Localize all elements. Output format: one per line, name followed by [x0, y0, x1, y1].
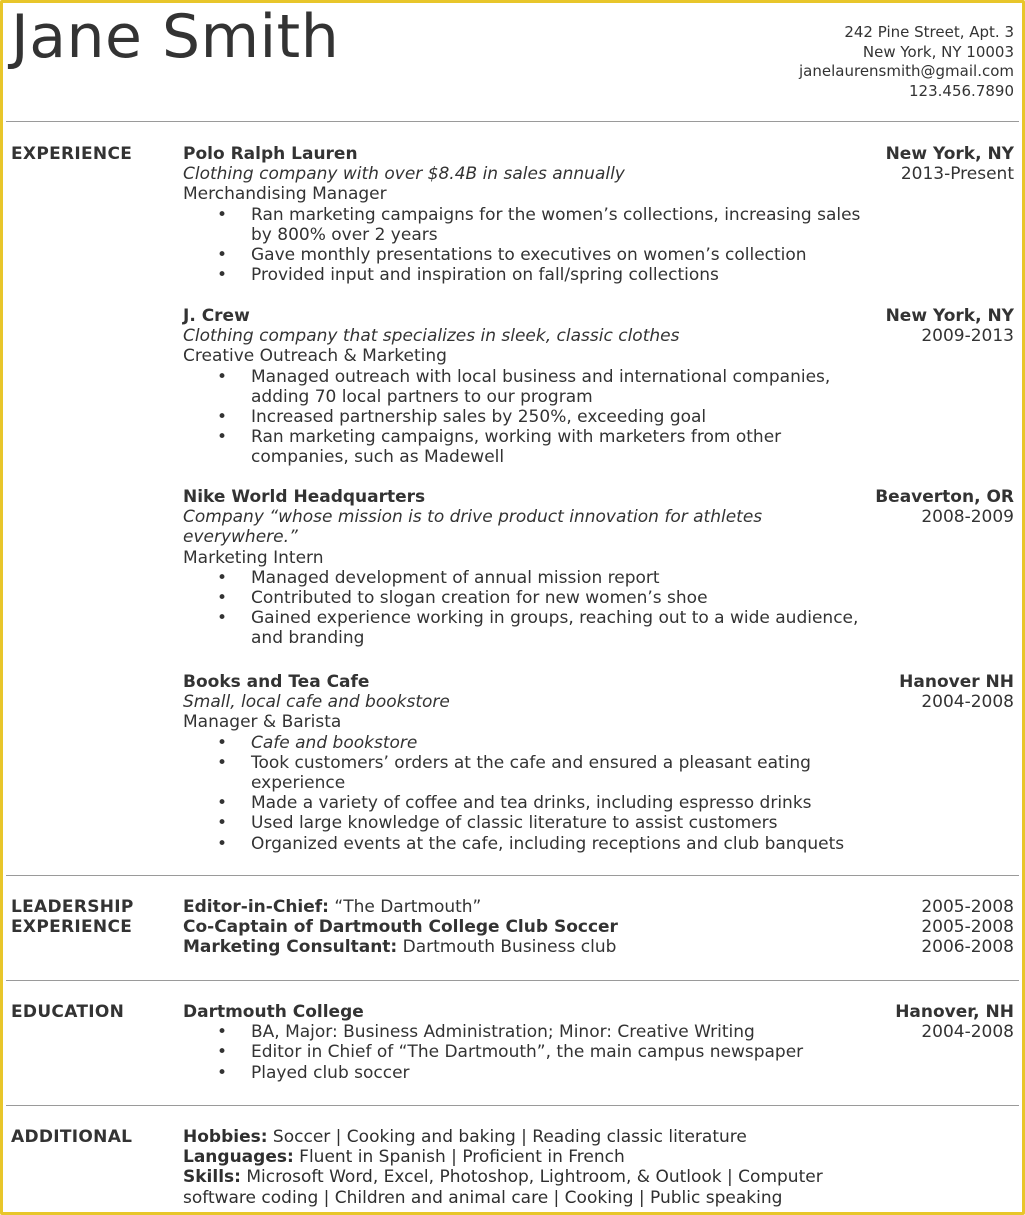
job-title: Manager & Barista [183, 712, 342, 733]
section-label-line: EXPERIENCE [11, 917, 133, 937]
leadership-dates: 2005-2008 [921, 917, 1014, 938]
phone-number: 123.456.7890 [909, 81, 1014, 100]
job-dates: 2004-2008 [921, 692, 1014, 713]
leadership-role: Co-Captain of Dartmouth College Club Soccer [183, 917, 618, 938]
job-description: Clothing company with over $8.4B in sales annually [183, 164, 625, 185]
leadership-detail: “The Dartmouth” [328, 897, 482, 917]
job-company: Polo Ralph Lauren [183, 144, 358, 164]
skills-line [183, 1167, 842, 1207]
job-dates: 2013-Present [900, 164, 1014, 185]
job-dates: 2009-2013 [921, 326, 1014, 347]
list-item: • Managed outreach with local business and international companies, adding 70 local partners to our program [183, 367, 1014, 407]
leadership-list [183, 897, 1014, 958]
leadership-detail: Dartmouth Business club [397, 937, 617, 958]
skills-text: Microsoft Word, Excel, Photoshop, Lightroom, & Outlook | Computer software coding | Children and animal care | Cooking | Public speaking [183, 1167, 823, 1208]
list-item: • Made a variety of coffee and tea drinks, including espresso drinks [183, 793, 1014, 813]
section-label-experience: EXPERIENCE [11, 144, 133, 164]
list-item: • Managed development of annual mission report [183, 568, 1014, 588]
hobbies-text: Soccer | Cooking and baking | Reading classic literature [267, 1127, 747, 1147]
school-dates: 2004-2008 [921, 1022, 1014, 1043]
skills-label: Skills: [183, 1167, 241, 1188]
leadership-dates: 2006-2008 [921, 937, 1014, 958]
job-location: Beaverton, OR [875, 487, 1014, 507]
list-item: • Editor in Chief of “The Dartmouth”, the main campus newspaper [183, 1042, 1014, 1062]
leadership-dates: 2005-2008 [921, 897, 1014, 917]
list-item: • Cafe and bookstore [183, 733, 1014, 753]
section-divider [6, 875, 1019, 876]
job-description: Clothing company that specializes in sleek, classic clothes [183, 326, 680, 347]
email-address[interactable]: janelaurensmith@gmail.com [799, 62, 1014, 80]
additional-info [183, 1127, 842, 1208]
list-item: • Ran marketing campaigns for the women’s collections, increasing sales by 800% over 2 years [183, 205, 1014, 245]
section-divider [6, 980, 1019, 981]
contact-block [799, 23, 1014, 101]
address-line-2: New York, NY 10003 [862, 42, 1014, 61]
section-label-line: LEADERSHIP [11, 897, 134, 917]
job-company: Nike World Headquarters [183, 487, 426, 507]
list-item: • Contributed to slogan creation for new women’s shoe [183, 588, 1014, 608]
job-bullets [183, 367, 1014, 468]
list-item: • Took customers’ orders at the cafe and ensured a pleasant eating experience [183, 753, 1014, 793]
languages-label: Languages: [183, 1147, 294, 1168]
education-bullets [183, 1022, 1014, 1083]
leadership-item [183, 937, 1014, 957]
hobbies-line [183, 1127, 842, 1147]
job-entry [183, 672, 1014, 854]
leadership-item [183, 897, 1014, 917]
list-item: • BA, Major: Business Administration; Minor: Creative Writing [183, 1022, 1014, 1042]
job-dates: 2008-2009 [921, 507, 1014, 528]
job-location: Hanover NH [899, 672, 1014, 692]
list-item: • Gave monthly presentations to executives on women’s collection [183, 245, 1014, 265]
address-line-1: 242 Pine Street, Apt. 3 [844, 23, 1014, 41]
section-label-leadership [11, 897, 134, 937]
job-title: Creative Outreach & Marketing [183, 346, 447, 367]
job-description: Small, local cafe and bookstore [183, 692, 450, 713]
candidate-name: Jane Smith [11, 2, 340, 72]
leadership-item [183, 917, 1014, 937]
leadership-role: Marketing Consultant: [183, 937, 398, 958]
job-title: Merchandising Manager [183, 184, 387, 205]
school-location: Hanover, NH [895, 1002, 1014, 1022]
languages-text: Fluent in Spanish | Proficient in French [293, 1147, 625, 1168]
hobbies-label: Hobbies: [183, 1127, 268, 1147]
list-item: • Played club soccer [183, 1063, 1014, 1083]
job-location: New York, NY [885, 144, 1014, 164]
job-title: Marketing Intern [183, 547, 324, 568]
job-entry [183, 487, 1014, 649]
job-bullets [183, 733, 1014, 854]
section-label-education: EDUCATION [11, 1002, 125, 1022]
languages-line [183, 1147, 842, 1167]
school-name: Dartmouth College [183, 1002, 364, 1022]
job-location: New York, NY [885, 306, 1014, 326]
list-item: • Organized events at the cafe, including receptions and club banquets [183, 834, 1014, 854]
education-entry [183, 1002, 1014, 1083]
list-item: • Provided input and inspiration on fall/spring collections [183, 265, 1014, 285]
job-company: J. Crew [183, 306, 250, 326]
list-item: • Ran marketing campaigns, working with marketers from other companies, such as Madewell [183, 427, 1014, 467]
job-entry [183, 306, 1014, 468]
job-description: Company “whose mission is to drive product innovation for athletes everywhere.” [183, 507, 763, 548]
list-item: • Gained experience working in groups, reaching out to a wide audience, and branding [183, 608, 1014, 648]
list-item: • Used large knowledge of classic literature to assist customers [183, 813, 1014, 833]
job-entry [183, 144, 1014, 285]
section-divider [6, 121, 1019, 122]
section-label-additional: ADDITIONAL [11, 1127, 133, 1147]
job-bullets [183, 205, 1014, 286]
job-company: Books and Tea Cafe [183, 672, 370, 692]
section-divider [6, 1105, 1019, 1106]
list-item: • Increased partnership sales by 250%, exceeding goal [183, 407, 1014, 427]
leadership-role: Editor-in-Chief: [183, 897, 329, 917]
job-bullets [183, 568, 1014, 649]
